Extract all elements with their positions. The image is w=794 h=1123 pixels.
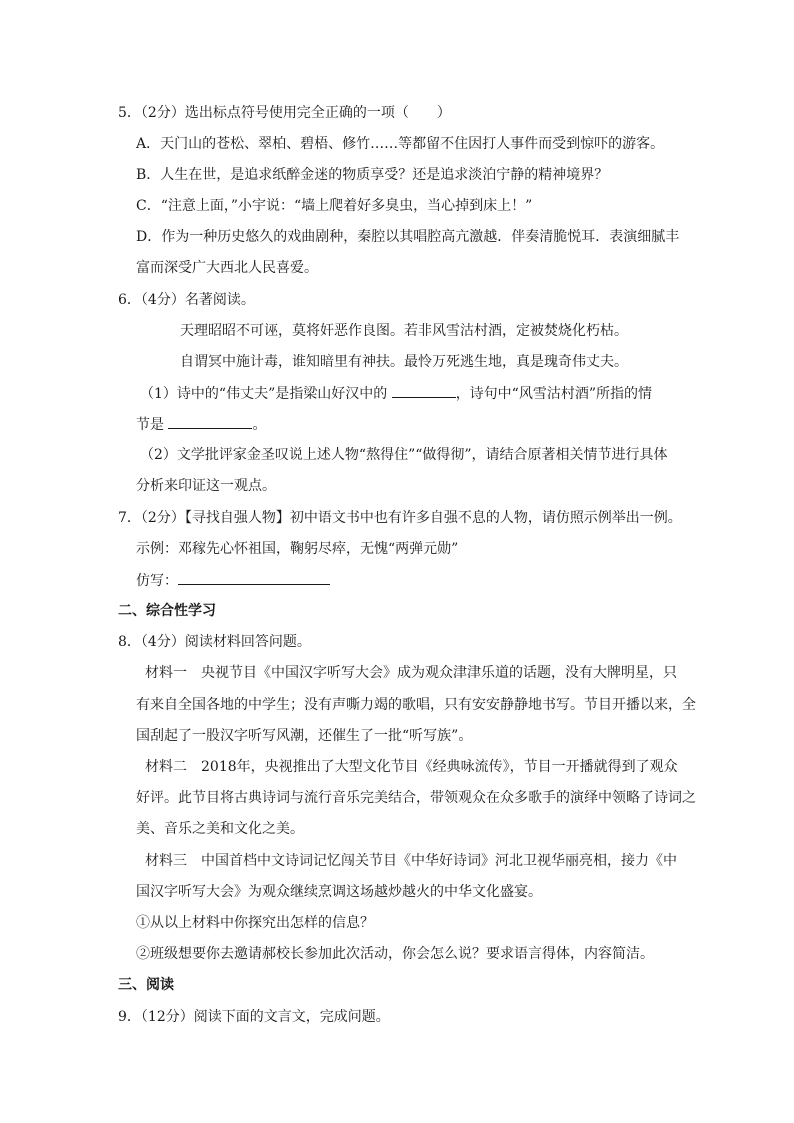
q6-sub1-text-c: 节是 bbox=[136, 417, 164, 433]
q7-stem: 7．（2分）【寻找自强人物】初中语文书中也有许多自强不息的人物，请仿照示例举出一例。 bbox=[118, 510, 682, 526]
q5-stem: 5．（2分）选出标点符号使用完全正确的一项（ ） bbox=[118, 105, 451, 121]
q8-sub1: ①从以上材料中你探究出怎样的信息？ bbox=[136, 915, 374, 931]
q8-material3-line1: 材料三 中国首档中文诗词记忆闯关节目《中华好诗词》河北卫视华丽亮相，接力《中 bbox=[145, 853, 677, 869]
q7-answer-blank[interactable] bbox=[178, 570, 330, 585]
q6-sub2-line2: 分析来印证这一观点。 bbox=[136, 478, 276, 494]
q8-material2-line3: 美、音乐之美和文化之美。 bbox=[136, 821, 304, 837]
q9-stem: 9．（12分）阅读下面的文言文，完成问题。 bbox=[118, 1009, 390, 1025]
section-2-heading: 二、综合性学习 bbox=[118, 603, 216, 619]
q6-sub1-text-a: （1）诗中的“伟丈夫”是指梁山好汉中的 bbox=[140, 386, 388, 402]
q8-material2-line1: 材料二 2018年，央视推出了大型文化节目《经典咏流传》，节目一开播就得到了观众 bbox=[145, 759, 678, 775]
q7-imitate-label: 仿写： bbox=[136, 573, 178, 589]
q7-example: 示例：邓稼先心怀祖国，鞠躬尽瘁，无愧“两弹元勋” bbox=[136, 541, 459, 557]
q8-material1-line2: 有来自全国各地的中学生；没有声嘶力竭的歌唱，只有安安静静地书写。节目开播以来，全 bbox=[136, 697, 696, 713]
q7-imitate-line bbox=[136, 570, 330, 590]
q8-material1-line1: 材料一 央视节目《中国汉字听写大会》成为观众津津乐道的话题，没有大牌明星，只 bbox=[145, 665, 677, 681]
q5-option-c: C．“注意上面，”小宇说：“墙上爬着好多臭虫，当心掉到床上！” bbox=[136, 198, 533, 214]
q8-material1-line3: 国刮起了一股汉字听写风潮，还催生了一批“听写族”。 bbox=[136, 728, 473, 744]
q5-option-b: B．人生在世，是追求纸醉金迷的物质享受？还是追求淡泊宁静的精神境界？ bbox=[136, 167, 609, 183]
q6-sub1-line2 bbox=[136, 414, 266, 434]
q5-option-d-line1: D．作为一种历史悠久的戏曲剧种，秦腔以其唱腔高亢激越．伴奏清脆悦耳．表演细腻丰 bbox=[136, 229, 680, 245]
q6-sub2-line1: （2）文学批评家金圣叹说上述人物“熬得住”“做得彻”，请结合原著相关情节进行具体 bbox=[140, 447, 668, 463]
q6-answer-blank-2[interactable] bbox=[168, 414, 252, 429]
q6-poem-line1: 天理昭昭不可诬，莫将奸恶作良图。若非风雪沽村酒，定被焚烧化朽枯。 bbox=[180, 323, 628, 339]
q6-sub1-line1 bbox=[140, 383, 652, 403]
q6-poem-line2: 自谓冥中施计毒，谁知暗里有神扶。最怜万死逃生地，真是瑰奇伟丈夫。 bbox=[180, 354, 628, 370]
q8-material2-line2: 好评。此节目将古典诗词与流行音乐完美结合，带领观众在众多歌手的演绎中领略了诗词之 bbox=[136, 790, 696, 806]
q5-option-d-line2: 富而深受广大西北人民喜爱。 bbox=[136, 260, 318, 276]
q8-material3-line2: 国汉字听写大会》为观众继续烹调这场越炒越火的中华文化盛宴。 bbox=[136, 884, 542, 900]
q5-option-a: A．天门山的苍松、翠柏、碧梧、修竹……等都留不住因打人事件而受到惊吓的游客。 bbox=[136, 136, 665, 152]
q8-stem: 8．（4分）阅读材料回答问题。 bbox=[118, 634, 311, 650]
q8-sub2: ②班级想要你去邀请郝校长参加此次活动，你会怎么说？要求语言得体，内容简洁。 bbox=[136, 946, 654, 962]
q6-sub1-text-d: 。 bbox=[252, 417, 267, 433]
q6-sub1-text-b: ，诗句中“风雪沽村酒”所指的情 bbox=[455, 386, 653, 402]
q6-stem: 6．（4分）名著阅读。 bbox=[118, 292, 255, 308]
q6-answer-blank-1[interactable] bbox=[392, 383, 456, 398]
section-3-heading: 三、阅读 bbox=[118, 977, 174, 993]
